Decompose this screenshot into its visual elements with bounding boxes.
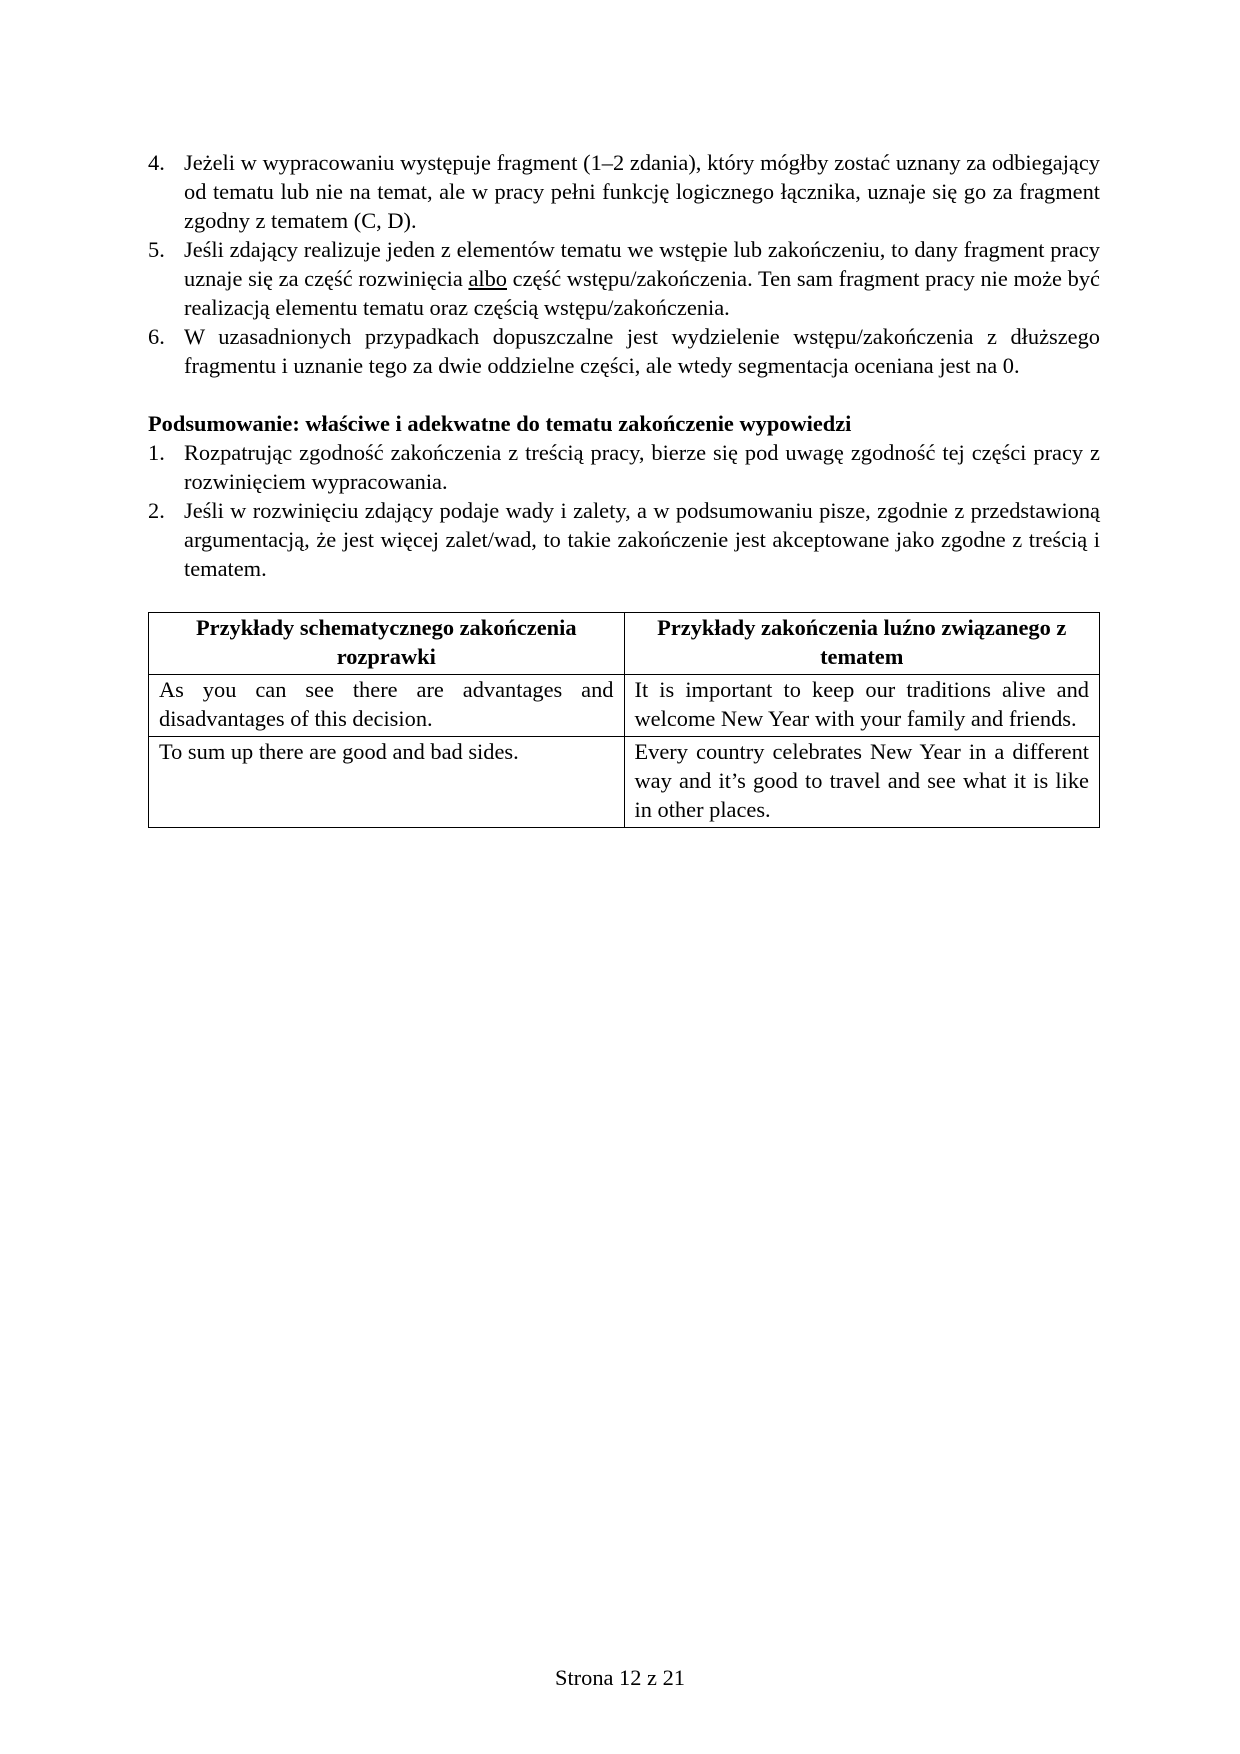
list-item [148,235,1100,322]
rules-list [148,148,1100,380]
examples-table [148,612,1100,828]
list-item-number: 5. [148,237,165,262]
list-item [148,148,1100,235]
table-row [149,737,1100,828]
table-cell: Every country celebrates New Year in a different way and it’s good to travel and see what it is like in other places. [624,737,1100,828]
list-item-text: W uzasadnionych przypadkach dopuszczalne jest wydzielenie wstępu/zakończenia z dłuższego fragmentu i uznanie tego za dwie oddzielne części, ale wtedy segmentacja oceniana jest na 0. [184,324,1100,378]
table-header-cell: Przykłady zakończenia luźno związanego z tematem [624,613,1100,675]
list-item-text: Jeśli zdający realizuje jeden z elementów tematu we wstępie lub zakończeniu, to dany fragment pracy uznaje się za część rozwinięcia [184,237,1100,291]
list-item [148,438,1100,496]
table-row [149,675,1100,737]
table-header-row [149,613,1100,675]
table-header-cell: Przykłady schematycznego zakończenia rozprawki [149,613,625,675]
list-item-number: 6. [148,324,165,349]
table-cell: As you can see there are advantages and disadvantages of this decision. [149,675,625,737]
list-item-text: Jeżeli w wypracowaniu występuje fragment (1–2 zdania), który mógłby zostać uznany za odbiegający od tematu lub nie na temat, ale w pracy pełni funkcję logicznego łącznika, uznaje się go za fragment zgodny z tematem (C, D). [184,150,1100,233]
table-cell: To sum up there are good and bad sides. [149,737,625,828]
page-content [148,148,1100,828]
table-cell: It is important to keep our traditions alive and welcome New Year with your family and friends. [624,675,1100,737]
list-item-text: Jeśli w rozwinięciu zdający podaje wady i zalety, a w podsumowaniu pisze, zgodnie z przedstawioną argumentacją, że jest więcej zalet/wad, to takie zakończenie jest akceptowane jako zgodne z treścią i tematem. [184,498,1100,581]
list-item [148,496,1100,583]
summary-list [148,438,1100,583]
section-heading: Podsumowanie: właściwe i adekwatne do tematu zakończenie wypowiedzi [148,411,852,436]
list-item-number: 2. [148,498,165,523]
list-item-text: Rozpatrując zgodność zakończenia z treścią pracy, bierze się pod uwagę zgodność tej części pracy z rozwinięciem wypracowania. [184,440,1100,494]
list-item-number: 4. [148,150,165,175]
spacer [148,380,1100,409]
list-item-text-continued: część wstępu/zakończenia. Ten sam fragment pracy nie może być realizacją elementu tematu oraz częścią wstępu/zakończenia. [184,266,1100,320]
list-item [148,322,1100,380]
page-number: Strona 12 z 21 [555,1665,685,1690]
underlined-word: albo [468,266,507,291]
list-item-number: 1. [148,440,165,465]
